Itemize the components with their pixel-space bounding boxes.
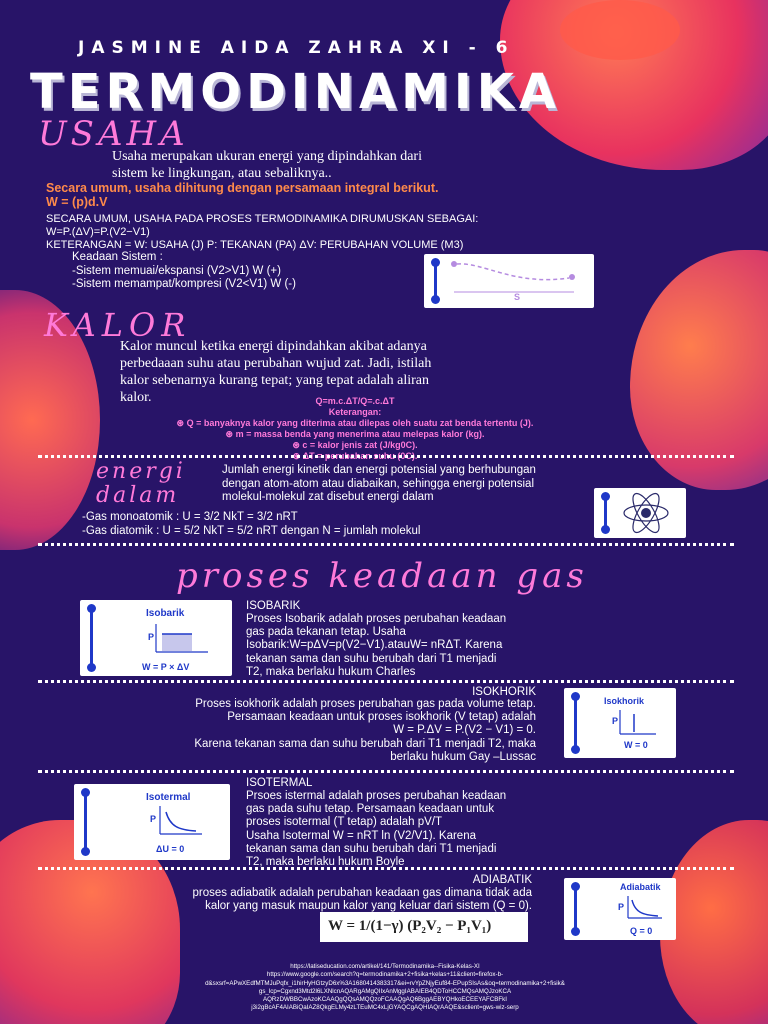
usaha-general-formula: SECARA UMUM, USAHA PADA PROSES TERMODINAMIKA DIRUMUSKAN SEBAGAI: W=P.(ΔV)=P.(V2−V1) KETERANGAN = W: USAHA (J) P: TEKANAN (PA) ΔV: PERUBAHAN VOLUME (M3) (46, 213, 479, 251)
section-divider (38, 455, 734, 458)
axis-p-label: P (148, 632, 155, 642)
isobarik-card-formula: W = P × ΔV (142, 662, 190, 672)
axis-p-label: P (150, 814, 157, 824)
section-divider (38, 867, 734, 870)
adiabatik-text: proses adiabatik adalah perubahan keadaan gas dimana tidak ada kalor yang masuk maupun kalor yang keluar dari sistem (Q = 0). (192, 887, 532, 913)
adiabatik-formula-box (320, 912, 528, 942)
kalor-definition: Kalor muncul ketika energi dipindahkan akibat adanya perbedaaan suhu atau perubahan wujud zat. Jadi, istilah kalor sebenarnya kurang tepat; yang tepat adalah aliran kalor. (120, 339, 432, 405)
section-heading-energi-dalam: energi dalam (96, 459, 186, 508)
isokhorik-title: ISOKHORIK (472, 686, 536, 698)
section-heading-usaha: USAHA (38, 114, 189, 154)
isobarik-title: ISOBARIK (246, 600, 301, 612)
adiabatik-card-title: Adiabatik (620, 882, 661, 892)
references: https://latiseducation.com/artikel/141/Termodinamika--Fisika-Kelas-XI https://www.google.com/search?q=termodinamika+2+fisika+kelas+11&client=firefox-b- d&sxsrf=APwXEdfMTMJuPqfx_i1hirHyHGtzyD6x%3A1680414383317&ei=rvYpZNjyEuf84-EPupSIsAs&oq=termodinamika+2+fisik& gs_lcp=Cgxnd3Mtd2l6LXNlcnAQARgAMgQIIxAnMggIABAIEB4QDToHCCMQsAMQJzoKCA AQRzDWBBCwAzoKCAAQgQQsAMQQzoFCAAQgAQ6BggAEBYQHkoECEEYAFCBFkI j3i2gBcAF4AIABiQaIAZ8QkgELMy4zLTEuMC4xLjGYAQCgAQHIAQrAAQE&sclient=gws-wiz-serp (205, 963, 565, 1012)
isotermal-card-title: Isotermal (146, 792, 191, 803)
usaha-system-states: Keadaan Sistem : -Sistem memuai/ekspansi (V2>V1) W (+) -Sistem memampat/kompresi (V2<V1) W (-) (72, 251, 296, 290)
isokhorik-text: Proses isokhorik adalah proses perubahan gas pada volume tetap. Persamaan keadaan untuk proses isokhorik (V tetap) adalah W = P.ΔV = P.(V2 − V1) = 0. Karena tekanan sama dan suhu berubah dari T1 menjadi T2, maka berlaku hukum Gay –Lussac (194, 698, 536, 763)
atom-icon (594, 488, 686, 538)
adiabatik-title: ADIABATIK (472, 874, 532, 886)
axis-p-label: P (612, 716, 619, 726)
isotermal-title: ISOTERMAL (246, 777, 313, 789)
isokhorik-card (564, 688, 676, 758)
energi-dalam-definition: Jumlah energi kinetik dan energi potensial yang berhubungan dengan atom-atom atau diabaikan, sehingga energi potensial molekul-molekul zat disebut energi dalam (222, 464, 536, 503)
energi-dalam-gas-formulas: -Gas monoatomik : U = 3/2 NkT = 3/2 nRT -Gas diatomik : U = 5/2 NkT = 5/2 nRT dengan N = jumlah molekul (82, 511, 421, 537)
section-heading-kalor: KALOR (44, 306, 192, 344)
isokhorik-graph (564, 688, 676, 758)
usaha-integral-note: Secara umum, usaha dihitung dengan persamaan integral berikut. W = (p)d.V (46, 181, 439, 209)
adiabatik-work-formula: W = 1/(1−γ) (P₂V₂ − P₁V₁) (328, 918, 492, 934)
section-heading-proses: proses keadaan gas (176, 556, 588, 596)
usaha-definition: Usaha merupakan ukuran energi yang dipindahkan dari sistem ke lingkungan, atau sebaliknya.. (112, 149, 422, 181)
axis-p-label: P (618, 902, 625, 912)
diagram-label: S (514, 292, 521, 302)
isobarik-card (80, 600, 232, 676)
decorative-blob (560, 0, 680, 60)
section-divider (38, 770, 734, 773)
isotermal-card (74, 784, 230, 860)
isobarik-card-title: Isobarik (146, 608, 185, 619)
isokhorik-card-title: Isokhorik (604, 696, 645, 706)
section-divider (38, 680, 734, 683)
work-curve-graphic (424, 254, 594, 308)
decorative-blob (660, 820, 768, 1024)
usaha-diagram (424, 254, 594, 308)
isotermal-text: Prsoes istermal adalah proses perubahan keadaan gas pada suhu tetap. Persamaan keadaan untuk proses isotermal (T tetap) adalah pV/T Usaha Isotermal W = nRT ln (V2/V1). Karena tekanan sama dan suhu berubah dari T1 menjadi T2, maka berlaku hukum Boyle (246, 790, 507, 869)
adiabatik-card (564, 878, 676, 940)
isotermal-card-formula: ΔU = 0 (156, 844, 185, 854)
page-title: TERMODINAMIKA (30, 64, 562, 120)
section-divider (38, 543, 734, 546)
kalor-formula-block: Q=m.c.ΔT/Q=.c.ΔT Keterangan: ⊛ Q = banyaknya kalor yang diterima atau dilepas oleh suatu zat benda tertentu (J). ⊛ m = massa benda yang menerima atau melepas kalor (kg). ⊛ c = kalor jenis zat (J/kg0C). ⊛ ΔT = perubahan suhu (0C). (176, 396, 534, 461)
author-name: JASMINE AIDA ZAHRA XI - 6 (78, 38, 515, 58)
isokhorik-card-formula: W = 0 (624, 740, 648, 750)
energi-dalam-diagram (594, 488, 686, 538)
isobarik-text: Proses Isobarik adalah proses perubahan keadaan gas pada tekanan tetap. Usaha Isobarik:W=pΔV=p(V2−V1).atauW= nRΔT. Karena tekanan sama dan suhu berubah dari T1 menjadi T2, maka berlaku hukum Charles (246, 613, 507, 678)
adiabatik-card-formula: Q = 0 (630, 926, 653, 936)
